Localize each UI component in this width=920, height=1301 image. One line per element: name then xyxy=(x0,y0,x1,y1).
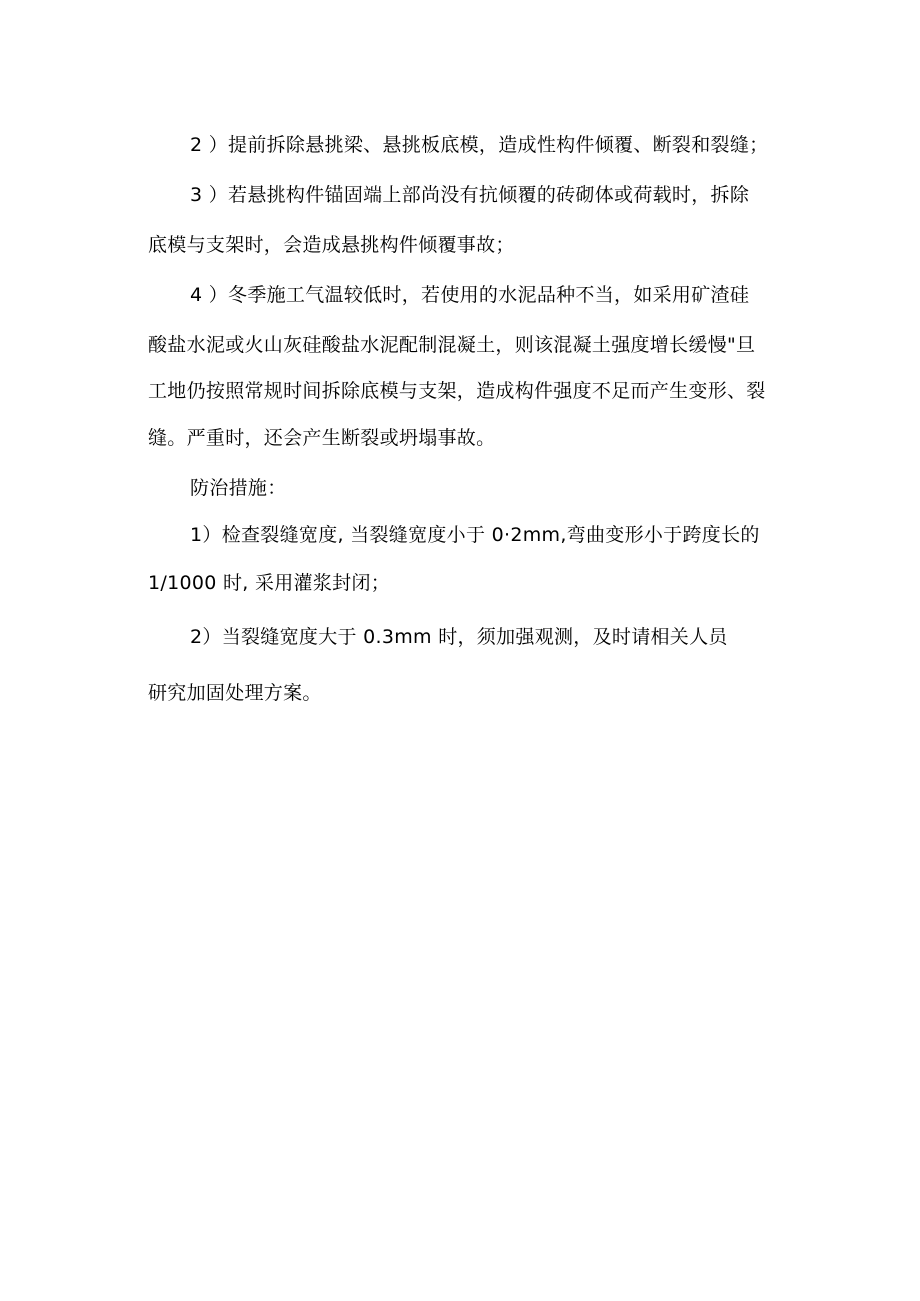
paragraph-line-2: 3 ）若悬挑构件锚固端上部尚没有抗倾覆的砖砌体或荷载时，拆除 xyxy=(190,184,750,206)
paragraph-line-5: 酸盐水泥或火山灰硅酸盐水泥配制混凝土，则该混凝土强度增长缓慢"旦 xyxy=(148,334,756,356)
paragraph-line-9: 1）检查裂缝宽度, 当裂缝宽度小于 0·2mm,弯曲变形小于跨度长的 xyxy=(190,524,760,546)
paragraph-line-6: 工地仍按照常规时间拆除底模与支架，造成构件强度不足而产生变形、裂 xyxy=(148,380,766,402)
paragraph-line-1: 2 ）提前拆除悬挑梁、悬挑板底模，造成性构件倾覆、断裂和裂缝； xyxy=(190,134,769,156)
paragraph-line-4: 4 ）冬季施工气温较低时，若使用的水泥品种不当，如采用矿渣硅 xyxy=(190,284,750,306)
paragraph-line-3: 底模与支架时，会造成悬挑构件倾覆事故； xyxy=(148,234,515,256)
paragraph-line-10: 1/1000 时, 采用灌浆封闭； xyxy=(148,572,391,594)
paragraph-line-12: 研究加固处理方案。 xyxy=(148,682,322,704)
section-heading: 防治措施： xyxy=(190,477,287,499)
paragraph-line-11: 2）当裂缝宽度大于 0.3mm 时，须加强观测，及时请相关人员 xyxy=(190,626,728,648)
paragraph-line-7: 缝。严重时，还会产生断裂或坍塌事故。 xyxy=(148,427,496,449)
